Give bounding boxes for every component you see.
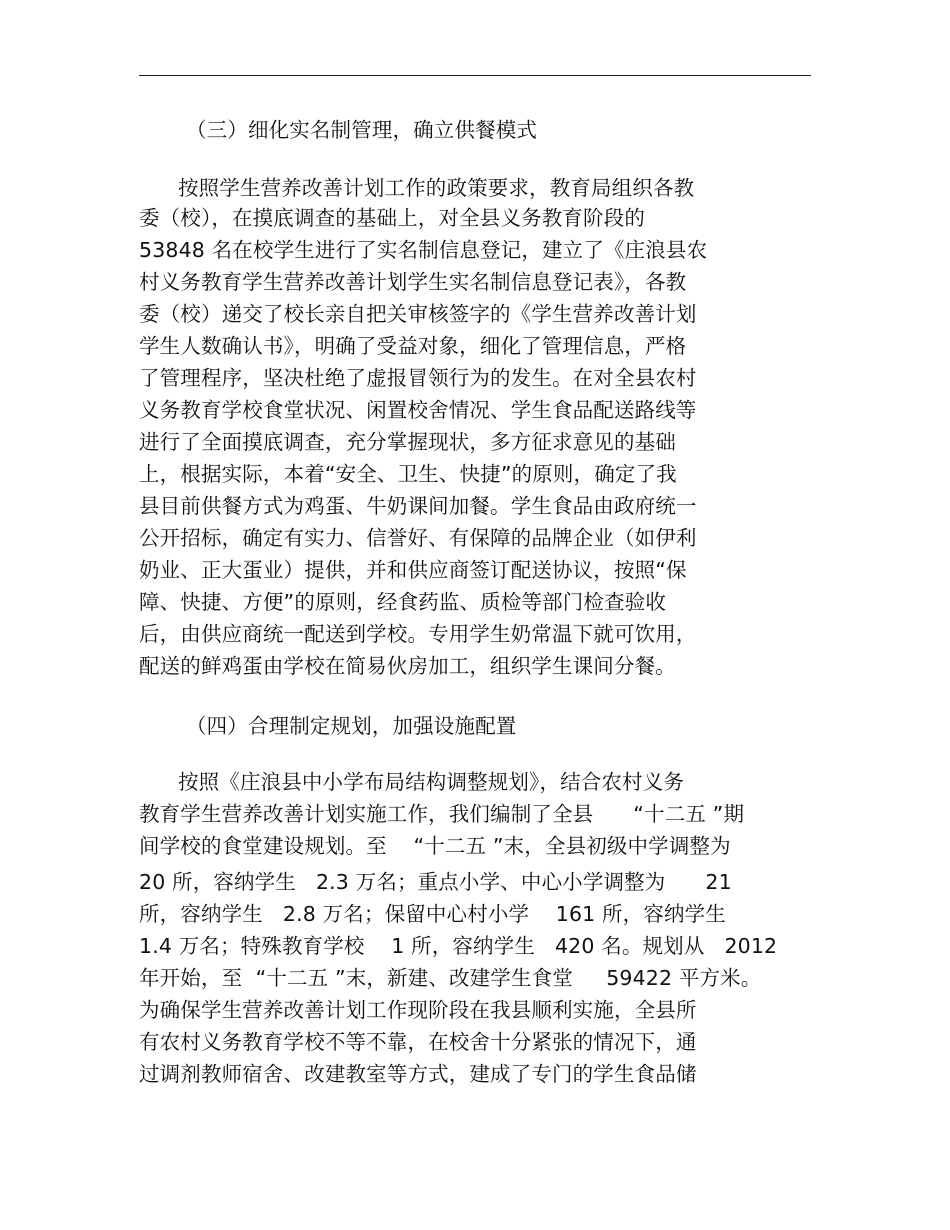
section-4-line-4: 20 所，容纳学生 2.3 万名；重点小学、中心小学调整为 21	[139, 870, 732, 894]
section-4-line-2: 教育学生营养改善计划实施工作，我们编制了全县 “十二五 ”期	[139, 802, 745, 826]
section-3-line-13: 奶业、正大蛋业）提供，并和供应商签订配送协议，按照“保	[139, 558, 687, 582]
section-3-line-2: 委（校），在摸底调查的基础上，对全县义务教育阶段的	[139, 206, 645, 230]
section-4-line-10: 过调剂教师宿舍、改建教室等方式，建成了专门的学生食品储	[139, 1062, 697, 1086]
section-4-line-8: 为确保学生营养改善计划工作现阶段在我县顺利实施，全县所	[139, 998, 697, 1022]
section-3-line-16: 配送的鲜鸡蛋由学校在简易伙房加工，组织学生课间分餐。	[139, 654, 676, 678]
section-4-line-3: 间学校的食堂建设规划。至 “十二五 ”末，全县初级中学调整为	[139, 834, 731, 858]
section-3-line-6: 学生人数确认书》，明确了受益对象，细化了管理信息，严格	[139, 334, 687, 358]
section-3-line-5: 委（校）递交了校长亲自把关审核签字的《学生营养改善计划	[139, 302, 697, 326]
section-4-heading: （四）合理制定规划，加强设施配置	[186, 714, 517, 738]
section-4-line-6: 1.4 万名；特殊教育学校 1 所，容纳学生 420 名。规划从 2012	[139, 934, 778, 958]
section-4-line-7: 年开始，至 “十二五 ”末，新建、改建学生食堂 59422 平方米。	[139, 966, 762, 990]
section-3-line-11: 县目前供餐方式为鸡蛋、牛奶课间加餐。学生食品由政府统一	[139, 494, 697, 518]
section-3-heading: （三）细化实名制管理，确立供餐模式	[186, 118, 538, 142]
section-3-line-7: 了管理程序，坚决杜绝了虚报冒领行为的发生。在对全县农村	[139, 366, 697, 390]
section-3-line-14: 障、快捷、方便”的原则，经食药监、质检等部门检查验收	[139, 590, 667, 614]
section-3-line-15: 后，由供应商统一配送到学校。专用学生奶常温下就可饮用，	[139, 622, 697, 646]
section-3-line-12: 公开招标，确定有实力、信誉好、有保障的品牌企业（如伊利	[139, 526, 697, 550]
section-3-line-3: 53848 名在校学生进行了实名制信息登记，建立了《庄浪县农	[139, 238, 708, 262]
section-3-line-10: 上，根据实际，本着“安全、卫生、快捷”的原则，确定了我	[139, 462, 677, 486]
section-4-line-1: 按照《庄浪县中小学布局结构调整规划》，结合农村义务	[178, 770, 684, 794]
section-3-line-8: 义务教育学校食堂状况、闲置校舍情况、学生食品配送路线等	[139, 398, 697, 422]
section-3-line-9: 进行了全面摸底调查，充分掌握现状，多方征求意见的基础	[139, 430, 676, 454]
section-4-line-5: 所，容纳学生 2.8 万名；保留中心村小学 161 所，容纳学生	[139, 902, 726, 926]
section-3-line-1: 按照学生营养改善计划工作的政策要求，教育局组织各教	[178, 176, 695, 200]
section-4-line-9: 有农村义务教育学校不等不靠，在校舍十分紧张的情况下，通	[139, 1030, 697, 1054]
section-3-line-4: 村义务教育学生营养改善计划学生实名制信息登记表》，各教	[139, 270, 687, 294]
